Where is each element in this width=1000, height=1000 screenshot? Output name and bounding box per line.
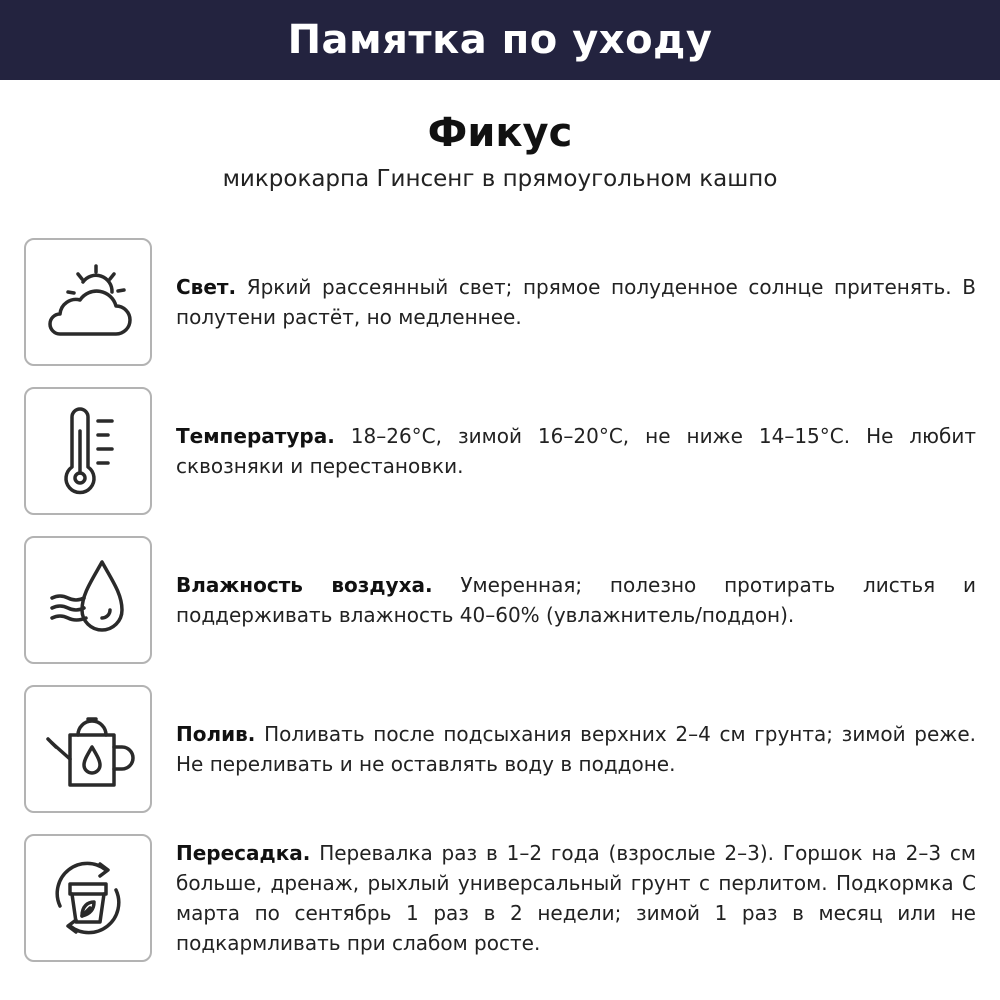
care-row-temperature — [24, 387, 976, 515]
care-description: Яркий рассеянный свет; прямое полуденное солнце притенять. В полутени растёт, но медленнее. — [176, 275, 976, 329]
care-description: Перевалка раз в 1–2 года (взрослые 2–3). Горшок на 2–3 см больше, дренаж, рыхлый универсальный грунт с перлитом. Подкормка С марта по сентябрь 1 раз в 2 недели; зимой 1 раз в месяц или не подкармливать при слабом росте. — [176, 841, 976, 955]
watering-can-icon — [38, 699, 138, 799]
care-description: Поливать после подсыхания верхних 2–4 см грунта; зимой реже. Не переливать и не оставлять воду в поддоне. — [176, 722, 976, 776]
humidity-drop-icon — [38, 550, 138, 650]
plant-subtitle: микрокарпа Гинсенг в прямоугольном кашпо — [222, 166, 778, 192]
icon-frame — [24, 685, 152, 813]
care-text-repot — [176, 838, 976, 958]
page-title: Памятка по уходу — [287, 17, 713, 63]
plant-name: Фикус — [427, 110, 573, 156]
care-label: Пересадка. — [176, 841, 311, 865]
care-row-repot — [24, 834, 976, 962]
care-row-watering — [24, 685, 976, 813]
icon-frame — [24, 238, 152, 366]
icon-frame — [24, 536, 152, 664]
header-bar — [0, 0, 1000, 80]
care-row-light — [24, 238, 976, 366]
care-text-light — [176, 272, 976, 332]
care-description: Умеренная; полезно протирать листья и поддерживать влажность 40–60% (увлажнитель/поддон). — [176, 573, 976, 627]
thermometer-icon — [38, 401, 138, 501]
care-text-watering — [176, 719, 976, 779]
care-label: Свет. — [176, 275, 237, 299]
care-text-humidity — [176, 570, 976, 630]
icon-frame — [24, 834, 152, 962]
icon-frame — [24, 387, 152, 515]
care-text-temperature — [176, 421, 976, 481]
sun-cloud-icon — [38, 252, 138, 352]
care-row-humidity — [24, 536, 976, 664]
care-label: Влажность воздуха. — [176, 573, 433, 597]
care-label: Температура. — [176, 424, 335, 448]
repot-icon — [38, 848, 138, 948]
care-label: Полив. — [176, 722, 256, 746]
care-description: 18–26°C, зимой 16–20°C, не ниже 14–15°C. Не любит сквозняки и перестановки. — [176, 424, 976, 478]
